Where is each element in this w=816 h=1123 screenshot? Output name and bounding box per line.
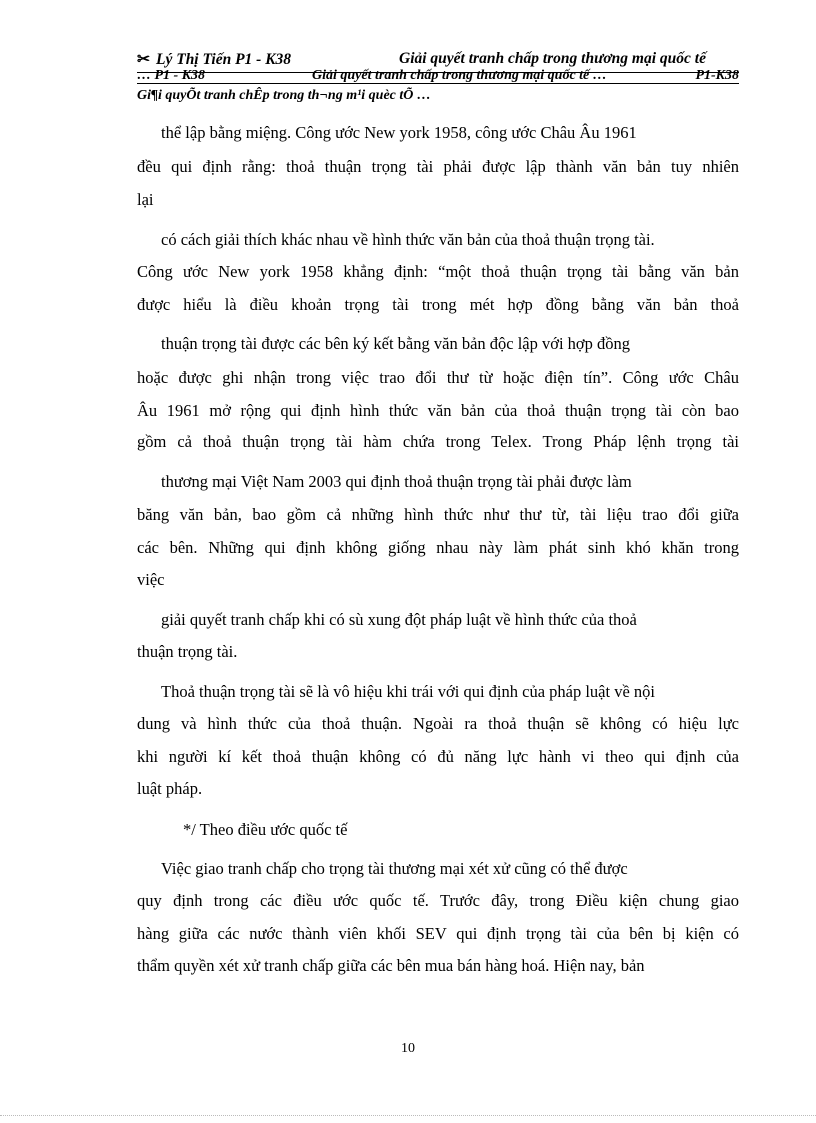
header-author-text: Lý Thị Tiến P1 - K38 [156, 51, 292, 68]
text-line: đều qui định rằng: thoả thuận trọng tài phải được lập thành văn bản tuy nhiên [137, 157, 739, 176]
running-header-duplicate [137, 69, 739, 84]
text-line: có cách giải thích khác nhau về hình thức văn bản của thoả thuận trọng tài. [161, 230, 655, 249]
text-line: các bên. Những qui định không giống nhau này làm phát sinh khó khăn trong [137, 538, 739, 557]
footer-divider [0, 1115, 816, 1116]
text-line: quy định trong các điều ước quốc tế. Trước đây, trong Điều kiện chung giao [137, 891, 739, 910]
text-line: băng văn bản, bao gồm cả những hình thức như thư từ, tài liệu trao đổi giữa [137, 505, 739, 524]
text-line: Việc giao tranh chấp cho trọng tài thương mại xét xử cũng có thể được [161, 859, 628, 878]
text-line: hàng giữa các nước thành viên khối SEV qui định trọng tài của bên bị kiện có [137, 924, 739, 943]
section-heading: */ Theo điều ước quốc tế [183, 820, 348, 839]
text-line: khi người kí kết thoả thuận không có đủ năng lực hành vi theo qui định của [137, 747, 739, 766]
text-line: thẩm quyền xét xử tranh chấp giữa các bên mua bán hàng hoá. Hiện nay, bản [137, 956, 645, 975]
page-number: 10 [401, 1041, 415, 1056]
text-line: Công ước New york 1958 khẳng định: “một thoả thuận trọng tài bằng văn bản [137, 262, 739, 281]
header-title: Giải quyết tranh chấp trong thương mại quốc tế [399, 50, 706, 67]
text-line: hoặc được ghi nhận trong việc trao đổi thư từ hoặc điện tín”. Công ước Châu [137, 368, 739, 387]
text-line: giải quyết tranh chấp khi có sù xung đột pháp luật về hình thức của thoả [161, 610, 637, 629]
text-line: được hiểu là điều khoản trọng tài trong mét hợp đồng bằng văn bản thoả [137, 295, 739, 314]
text-line: lại [137, 190, 154, 209]
text-line: luật pháp. [137, 779, 203, 798]
header-author [137, 50, 291, 69]
scissors-icon: ✂ [137, 51, 150, 68]
text-line: Thoả thuận trọng tài sẽ là vô hiệu khi trái với qui định của pháp luật về nội [161, 682, 655, 701]
text-line: thuận trọng tài được các bên ký kết bằng văn bản độc lập với hợp đồng [161, 334, 631, 353]
header-garbled: Gi¶i quyÕt tranh chÊp trong th¬ng m¹i quèc tÕ … [137, 88, 431, 103]
text-line: Âu 1961 mở rộng qui định hình thức văn bản của thoả thuận trọng tài còn bao [137, 401, 739, 420]
text-line: thuận trọng tài. [137, 642, 238, 661]
header-dup-b: Giải quyết tranh chấp trong thương mại quốc tế … [312, 68, 607, 83]
text-line: gồm cả thoả thuận trọng tài hàm chứa trong Telex. Trong Pháp lệnh trọng tài [137, 432, 739, 451]
header-dup-a: … P1 - K38 [137, 68, 206, 83]
text-line: thể lập bằng miệng. Công ước New york 1958, công ước Châu Âu 1961 [161, 123, 637, 142]
text-line: dung và hình thức của thoả thuận. Ngoài ra thoả thuận sẽ không có hiệu lực [137, 714, 739, 733]
text-line: thương mại Việt Nam 2003 qui định thoả thuận trọng tài phải được làm [161, 472, 632, 491]
header-dup-c: P1-K38 [695, 68, 739, 83]
text-line: việc [137, 570, 165, 589]
